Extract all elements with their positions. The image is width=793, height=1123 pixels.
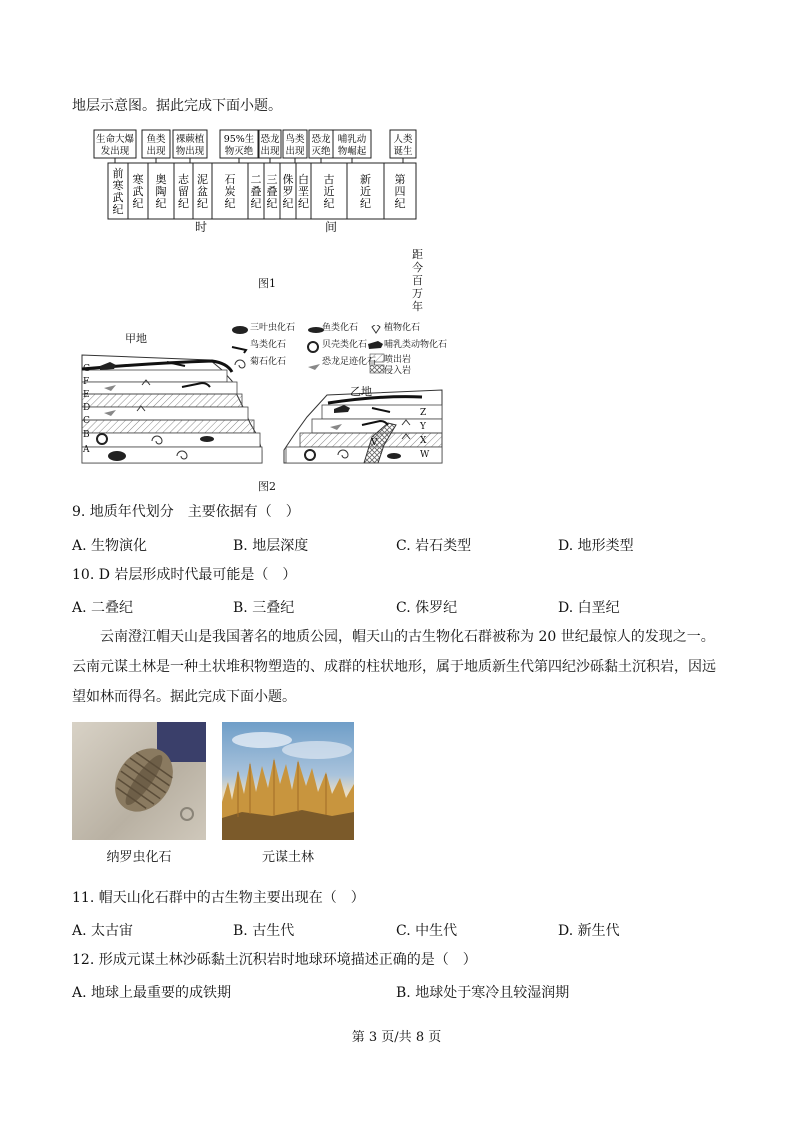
period-label-char: 垩	[298, 185, 309, 198]
period-label-char: 纪	[178, 197, 189, 210]
tulin-caption: 元谋土林	[261, 850, 314, 865]
period-label-char: 纪	[132, 197, 144, 210]
period-label-char: 侏	[282, 173, 294, 186]
site-b-strata	[284, 390, 442, 463]
period-label-char: 叠	[266, 185, 278, 198]
event-label: 鱼类	[146, 134, 166, 145]
event-box	[94, 130, 136, 163]
event-label: 95%生	[223, 134, 255, 145]
period-box	[264, 163, 280, 219]
question-11-stem: 11. 帽天山化石群中的古生物主要出现在（ ）	[72, 890, 365, 906]
period-label-char: 新	[360, 173, 371, 186]
period-label-char: 前	[112, 167, 124, 180]
period-label-char: 纪	[197, 197, 208, 210]
legend-item: 侵入岩	[384, 366, 412, 376]
q9-option-d[interactable]: D. 地形类型	[558, 538, 634, 554]
event-label: 裸蕨植	[175, 134, 205, 145]
period-label-char: 三	[266, 173, 278, 186]
period-label-char: 寒	[132, 173, 144, 186]
page-footer: 第 3 页/共 8 页	[351, 1030, 442, 1045]
period-label-char: 罗	[282, 185, 294, 198]
event-label: 人类	[393, 134, 413, 145]
event-label: 灭绝	[311, 146, 331, 157]
q9-option-a[interactable]: A. 生物演化	[72, 538, 148, 554]
event-box	[259, 130, 281, 163]
q12-option-b[interactable]: B. 地球处于寒冷且较湿润期	[396, 985, 570, 1001]
q12-option-a[interactable]: A. 地球上最重要的成铁期	[72, 985, 232, 1001]
period-label-char: 志	[178, 173, 189, 186]
site-a-label: 甲地	[125, 332, 147, 345]
q9-option-b[interactable]: B. 地层深度	[233, 538, 309, 554]
period-label-char: 白	[298, 173, 309, 186]
layer-label-C: C	[83, 416, 90, 426]
site-b-label: 乙地	[350, 385, 372, 398]
period-label-char: 近	[323, 185, 335, 198]
q11-option-b[interactable]: B. 古生代	[233, 923, 295, 939]
period-boxes	[108, 163, 416, 219]
q11-option-c[interactable]: C. 中生代	[396, 923, 458, 939]
period-box	[212, 163, 248, 219]
period-label-char: 武	[132, 185, 144, 198]
axis-unit: 距今百万年	[412, 248, 423, 313]
layer-label-W: W	[420, 450, 430, 460]
passage-2: 云南澄江帽天山是我国著名的地质公园，帽天山的古生物化石群被称为 20 世纪最惊人的发现之一。云南元谋土林是一种土状堆积物塑造的、成群的柱状地形，属于地质新生代第四纪沙砾黏土沉积岩，因远望如林而得名。据此完成下面小题。	[72, 629, 716, 705]
figure-1-caption: 图1	[258, 277, 276, 290]
event-label: 出现	[146, 146, 166, 157]
period-label-char: 纪	[155, 197, 167, 210]
layer-label-D: D	[83, 403, 91, 413]
legend-item: 菊石化石	[250, 357, 287, 367]
q10-option-a[interactable]: A. 二叠纪	[72, 600, 134, 616]
event-label: 出现	[285, 146, 305, 157]
layer-label-A: A	[83, 445, 90, 455]
event-label: 物崛起	[337, 146, 367, 157]
period-label-char: 纪	[112, 203, 124, 216]
period-label-char: 纪	[298, 197, 309, 210]
period-box	[148, 163, 174, 219]
event-box	[173, 130, 207, 163]
trilobite-photo	[72, 722, 206, 840]
event-label: 物出现	[175, 146, 205, 157]
q11-option-a[interactable]: A. 太古宙	[72, 923, 134, 939]
period-label-char: 留	[178, 185, 189, 198]
event-label: 物灭绝	[224, 146, 254, 157]
intro-line: 地层示意图。据此完成下面小题。	[72, 98, 282, 114]
event-box	[390, 130, 416, 163]
event-box	[333, 130, 371, 163]
event-box	[220, 130, 258, 163]
period-label-char: 纪	[250, 197, 262, 210]
period-box	[108, 163, 128, 219]
site-a-strata	[82, 355, 262, 463]
period-label-char: 武	[112, 191, 124, 204]
q10-option-d[interactable]: D. 白垩纪	[558, 600, 620, 616]
period-label-char: 叠	[250, 185, 262, 198]
period-box	[174, 163, 193, 219]
trilobite-caption: 纳罗虫化石	[106, 850, 172, 865]
period-box	[347, 163, 384, 219]
period-box	[128, 163, 148, 219]
layer-label-F: F	[83, 377, 90, 387]
tulin-photo	[222, 722, 354, 840]
legend-item: 鱼类化石	[322, 323, 359, 333]
period-label-char: 寒	[112, 179, 124, 192]
layer-label-E: E	[83, 390, 90, 400]
layer-label-Y: Y	[420, 422, 426, 432]
axis-label-right: 间	[325, 220, 338, 234]
period-box	[280, 163, 296, 219]
legend-item: 哺乳类动物化石	[384, 340, 448, 350]
legend-item: 贝壳类化石	[322, 340, 368, 350]
event-box	[142, 130, 170, 163]
layer-label-X: X	[420, 436, 427, 446]
period-box	[248, 163, 264, 219]
period-label-char: 泥	[197, 173, 208, 186]
legend-item: 植物化石	[384, 323, 421, 333]
event-label: 恐龙	[260, 134, 280, 145]
q10-option-c[interactable]: C. 侏罗纪	[396, 600, 458, 616]
event-label: 哺乳动	[337, 134, 367, 145]
question-9-stem: 9. 地质年代划分 主要依据有（ ）	[72, 504, 300, 520]
q9-option-c[interactable]: C. 岩石类型	[396, 538, 472, 554]
event-boxes	[94, 130, 416, 163]
legend-item: 三叶虫化石	[250, 323, 296, 333]
event-label: 发出现	[100, 146, 130, 157]
axis-label-left: 时	[195, 220, 208, 234]
period-box	[311, 163, 347, 219]
event-box	[283, 130, 307, 163]
layer-label-B: B	[83, 430, 90, 440]
period-label-char: 二	[250, 173, 262, 186]
period-box	[296, 163, 311, 219]
period-label-char: 纪	[394, 197, 406, 210]
legend-item: 喷出岩	[384, 355, 412, 365]
period-label-char: 四	[394, 185, 406, 198]
period-box	[384, 163, 416, 219]
question-10-stem: 10. D 岩层形成时代最可能是（ ）	[72, 567, 297, 583]
period-box	[193, 163, 212, 219]
q10-option-b[interactable]: B. 三叠纪	[233, 600, 295, 616]
intrusion-label: V	[371, 438, 378, 448]
period-label-char: 近	[360, 185, 371, 198]
period-label-char: 奥	[155, 173, 167, 186]
question-12-stem: 12. 形成元谋土林沙砾黏土沉积岩时地球环境描述正确的是（ ）	[72, 952, 477, 968]
q11-option-d[interactable]: D. 新生代	[558, 923, 620, 939]
period-label-char: 纪	[323, 197, 335, 210]
figure-1-timeline	[90, 125, 460, 325]
period-label-char: 石	[224, 173, 236, 186]
event-box	[309, 130, 333, 163]
event-label: 鸟类	[285, 134, 305, 145]
period-label-char: 纪	[360, 197, 371, 210]
legend-item: 鸟类化石	[250, 340, 287, 350]
period-label-char: 纪	[224, 197, 236, 210]
event-label: 恐龙	[311, 134, 331, 145]
period-label-char: 纪	[266, 197, 278, 210]
period-label-char: 古	[323, 173, 335, 186]
event-label: 出现	[260, 146, 280, 157]
layer-label-Z: Z	[420, 408, 427, 418]
period-label-char: 炭	[224, 185, 236, 198]
period-label-char: 纪	[282, 197, 294, 210]
period-label-char: 第	[394, 173, 406, 186]
figure-2-caption: 图2	[258, 480, 276, 493]
event-label: 生命大爆	[95, 134, 135, 145]
period-label-char: 陶	[155, 185, 167, 198]
event-label: 诞生	[393, 146, 413, 157]
period-label-char: 盆	[197, 185, 208, 198]
legend-item: 恐龙足迹化石	[322, 357, 377, 367]
layer-label-G: G	[83, 364, 91, 374]
